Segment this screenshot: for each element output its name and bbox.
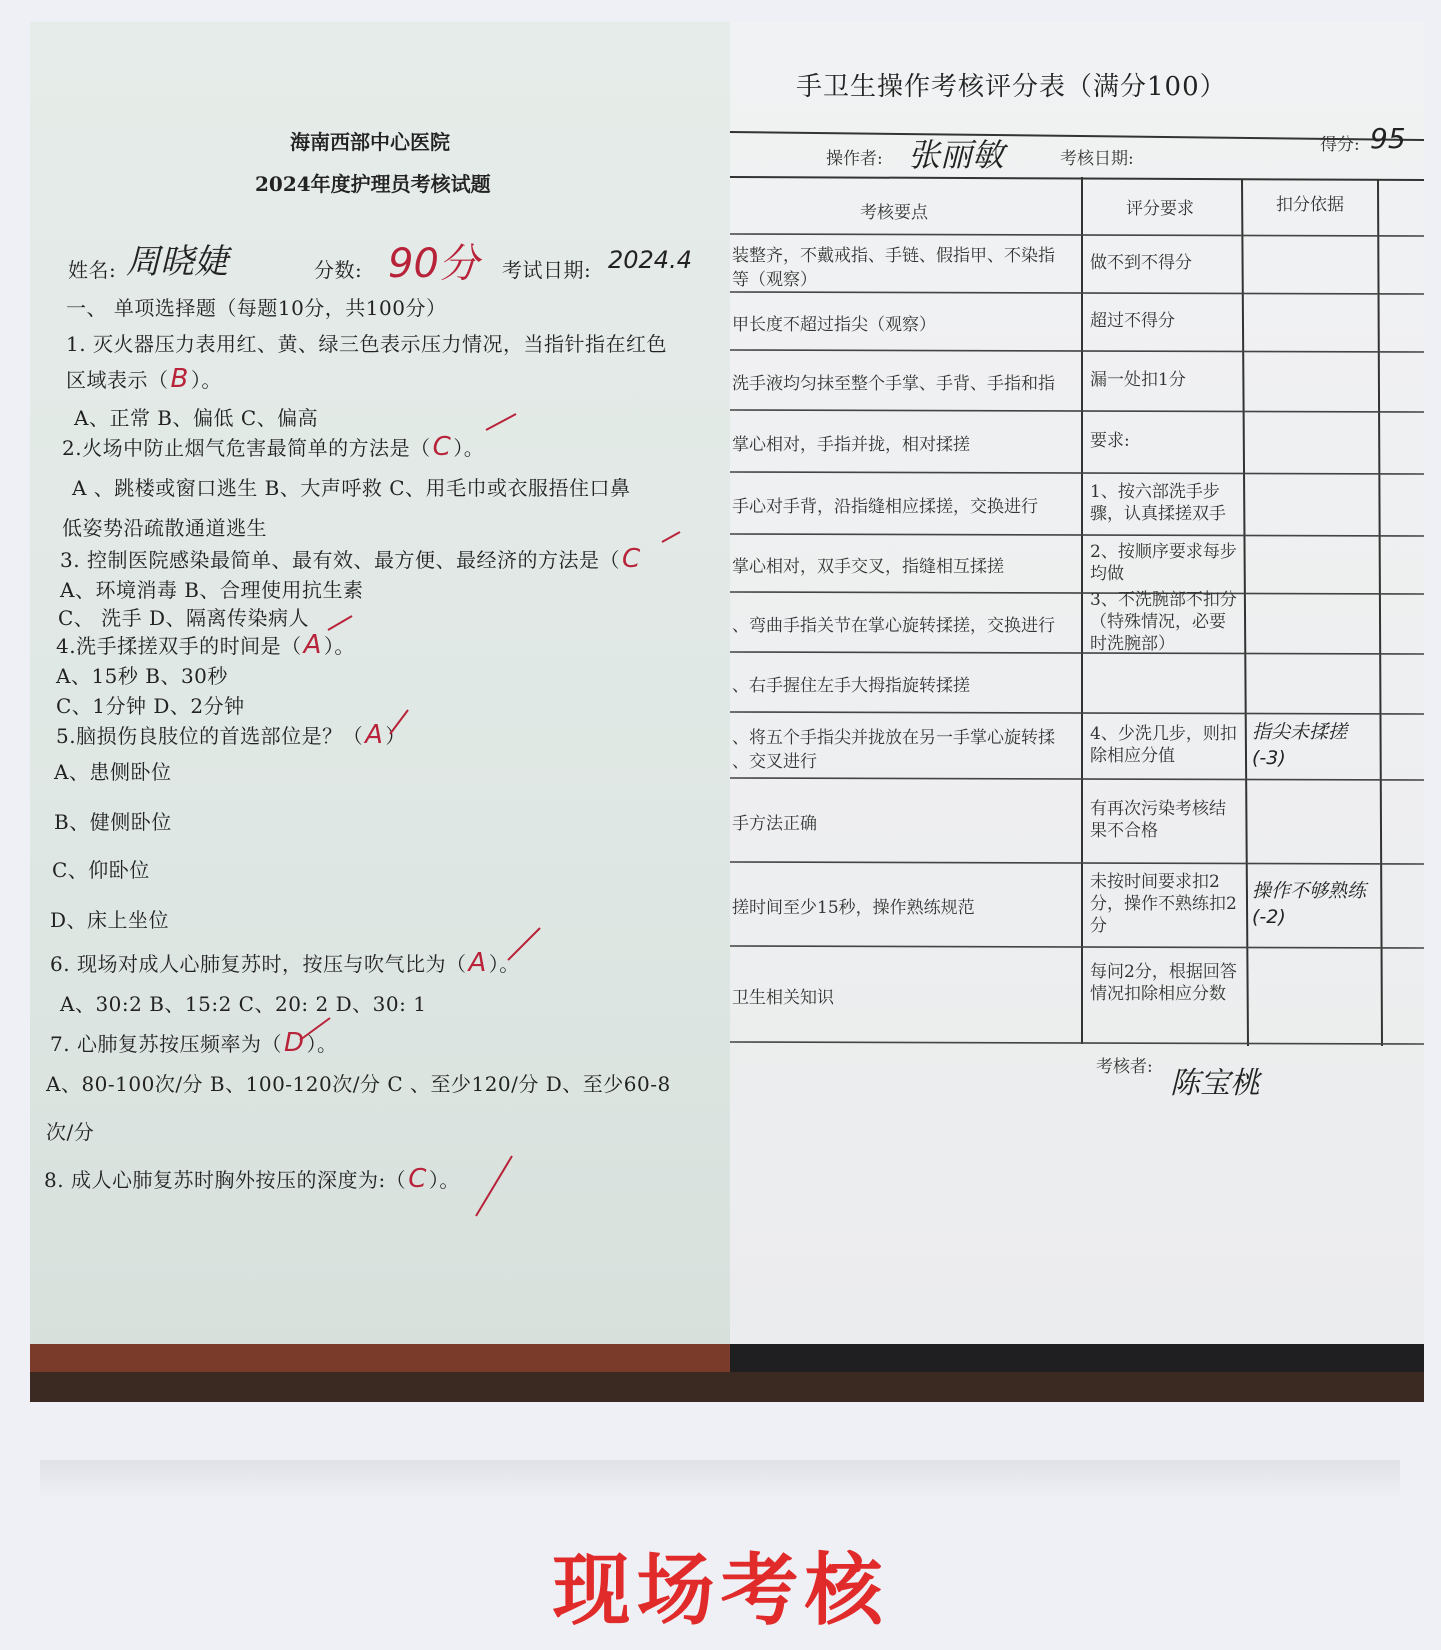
row-divider (730, 712, 1424, 714)
row-divider (730, 534, 1424, 536)
answer-mark: A (468, 948, 487, 978)
row-point: 掌心相对，手指并拢，相对揉搓 (732, 435, 970, 455)
question-text: A、患侧卧位 (54, 760, 172, 784)
row-divider (730, 592, 1424, 594)
photo-shadow (40, 1460, 1400, 1500)
question-text: 4.洗手揉搓双手的时间是（ (56, 634, 302, 658)
check-mark (390, 710, 408, 734)
exam-date-label: 考核日期: (1060, 149, 1134, 169)
row-requirement: 漏一处扣1分 (1090, 370, 1186, 390)
question-text: A、环境消毒 B、合理使用抗生素 (60, 578, 364, 602)
answer-mark: A (365, 720, 384, 750)
operator-label: 操作者: (826, 149, 883, 169)
row-divider (730, 946, 1424, 948)
question-text: A、15秒 B、30秒 (56, 664, 228, 688)
answer-mark: D (283, 1028, 305, 1058)
row-point: 手心对手背，沿指缝相应揉搓，交换进行 (732, 497, 1038, 517)
row-divider (730, 862, 1424, 864)
row-requirement: 4、少洗几步，则扣除相应分值 (1090, 724, 1237, 766)
question-tail: ） (385, 724, 406, 748)
exam-paper (30, 22, 730, 1372)
cross-mark (508, 928, 540, 960)
row-point: 装整齐，不戴戒指、手链、假指甲、不染指 (732, 246, 1055, 266)
date-value: 2024.4 (608, 246, 692, 274)
row-requirement: 3、不洗腕部不扣分（特殊情况，必要时洗腕部） (1090, 590, 1237, 654)
row-point: 甲长度不超过指尖（观察） (732, 315, 936, 335)
question-text: 区域表示（ (66, 368, 169, 392)
sheet-score-value: 95 (1370, 122, 1406, 155)
row-point: 洗手液均匀抹至整个手掌、手背、手指和指 (732, 374, 1055, 394)
question-text: A、30:2 B、15:2 C、20: 2 D、30: 1 (60, 992, 427, 1016)
row-divider (730, 472, 1424, 474)
question-text: C、 洗手 D、隔离传染病人 (58, 606, 310, 630)
row-point: 卫生相关知识 (732, 988, 834, 1008)
row-point: 手方法正确 (732, 814, 817, 834)
question-text: D、床上坐位 (50, 908, 170, 932)
row-requirement: 超过不得分 (1090, 311, 1175, 331)
photo (30, 22, 1424, 1402)
question-text: 1. 灭火器压力表用红、黄、绿三色表示压力情况，当指针指在红色 (66, 332, 667, 356)
row-requirement: 要求: (1090, 431, 1130, 451)
exam-hospital: 海南西部中心医院 (290, 130, 450, 154)
row-divider (730, 410, 1424, 412)
row-requirement: 2、按顺序要求每步均做 (1090, 542, 1237, 584)
examiner-label: 考核者: (1096, 1057, 1153, 1077)
question-text: C、1分钟 D、2分钟 (56, 694, 245, 718)
grading-marks (30, 22, 730, 1372)
row-point: 掌心相对，双手交叉，指缝相互揉搓 (732, 557, 1004, 577)
row-point: 搓时间至少15秒，操作熟练规范 (732, 898, 975, 918)
row-divider (730, 778, 1424, 780)
row-point: 、将五个手指尖并拢放在另一手掌心旋转揉 (732, 728, 1055, 748)
check-mark (476, 1156, 512, 1216)
row-point: 、弯曲手指关节在掌心旋转揉搓，交换进行 (732, 616, 1055, 636)
cross-mark (300, 1018, 330, 1040)
row-requirement: 每问2分，根据回答情况扣除相应分数 (1090, 962, 1237, 1004)
row-divider (730, 234, 1424, 236)
question-tail: ）。 (453, 436, 485, 460)
question-tail: ）。 (428, 1168, 460, 1192)
question-text: 6. 现场对成人心肺复苏时，按压与吹气比为（ (50, 952, 467, 976)
name-label: 姓名: (68, 258, 117, 282)
question-text: 7. 心肺复苏按压频率为（ (50, 1032, 282, 1056)
answer-mark: C (621, 544, 641, 574)
row-deduction: 指尖未揉搓(-3) (1252, 721, 1348, 769)
header-point: 考核要点 (860, 203, 928, 223)
row-divider (730, 652, 1424, 654)
question-text: 低姿势沿疏散通道逃生 (62, 516, 267, 540)
check-mark (486, 414, 516, 430)
row-deduction: 操作不够熟练(-2) (1252, 880, 1367, 928)
question-text: 次/分 (46, 1120, 95, 1144)
row-requirement: 做不到不得分 (1090, 253, 1192, 273)
header-requirement: 评分要求 (1126, 199, 1194, 219)
question-text: 5.脑损伤良肢位的首选部位是？（ (56, 724, 364, 748)
question-tail: ）。 (323, 634, 355, 658)
question-text: B、健侧卧位 (54, 810, 172, 834)
caption: 现场考核 (552, 1546, 889, 1636)
name-signature: 周晓婕 (126, 242, 228, 282)
section-heading: 一、 单项选择题（每题10分，共100分） (66, 296, 447, 320)
operator-signature: 张丽敏 (908, 136, 1005, 174)
date-label: 考试日期: (502, 258, 592, 282)
question-text: C、仰卧位 (52, 858, 150, 882)
row-point: 、右手握住左手大拇指旋转揉搓 (732, 676, 970, 696)
question-text: A 、跳楼或窗口逃生 B、大声呼救 C、用毛巾或衣服捂住口鼻 (72, 476, 631, 500)
question-tail: ）。 (306, 1032, 338, 1056)
answer-mark: A (303, 630, 322, 660)
question-tail: ）。 (190, 368, 222, 392)
row-point-cont: 、交叉进行 (732, 752, 817, 772)
question-tail: ）。 (488, 952, 520, 976)
score-label: 分数: (314, 258, 363, 282)
answer-mark: B (170, 364, 189, 394)
sheet-score-label: 得分: (1320, 135, 1360, 155)
row-divider (730, 292, 1424, 294)
cross-mark (662, 532, 680, 542)
question-text: A、80-100次/分 B、100-120次/分 C 、至少120/分 D、至少60-8 (46, 1072, 671, 1096)
table-grid (730, 22, 1424, 1372)
score-sheet (730, 22, 1424, 1372)
row-requirement: 未按时间要求扣2分，操作不熟练扣2分 (1090, 872, 1237, 936)
exam-title: 2024年度护理员考核试题 (255, 172, 491, 196)
question-text: 8. 成人心肺复苏时胸外按压的深度为:（ (44, 1168, 407, 1192)
question-text: 2.火场中防止烟气危害最简单的方法是（ (62, 436, 431, 460)
row-divider (730, 1042, 1424, 1044)
row-requirement: 有再次污染考核结果不合格 (1090, 799, 1226, 841)
cross-mark (328, 616, 352, 630)
row-point-cont: 等（观察） (732, 270, 817, 290)
sheet-title: 手卫生操作考核评分表（满分100） (796, 72, 1227, 102)
examiner-signature: 陈宝桃 (1170, 1066, 1260, 1101)
row-requirement: 1、按六部洗手步骤，认真揉搓双手 (1090, 482, 1226, 524)
header-deduction: 扣分依据 (1276, 195, 1344, 215)
answer-mark: C (408, 1164, 427, 1194)
question-text: A、正常 B、偏低 C、偏高 (74, 406, 319, 430)
answer-mark: C (432, 432, 452, 462)
row-divider (730, 350, 1424, 352)
question-text: 3. 控制医院感染最简单、最有效、最方便、最经济的方法是（ (60, 548, 620, 572)
score-value: 90分 (388, 241, 479, 287)
